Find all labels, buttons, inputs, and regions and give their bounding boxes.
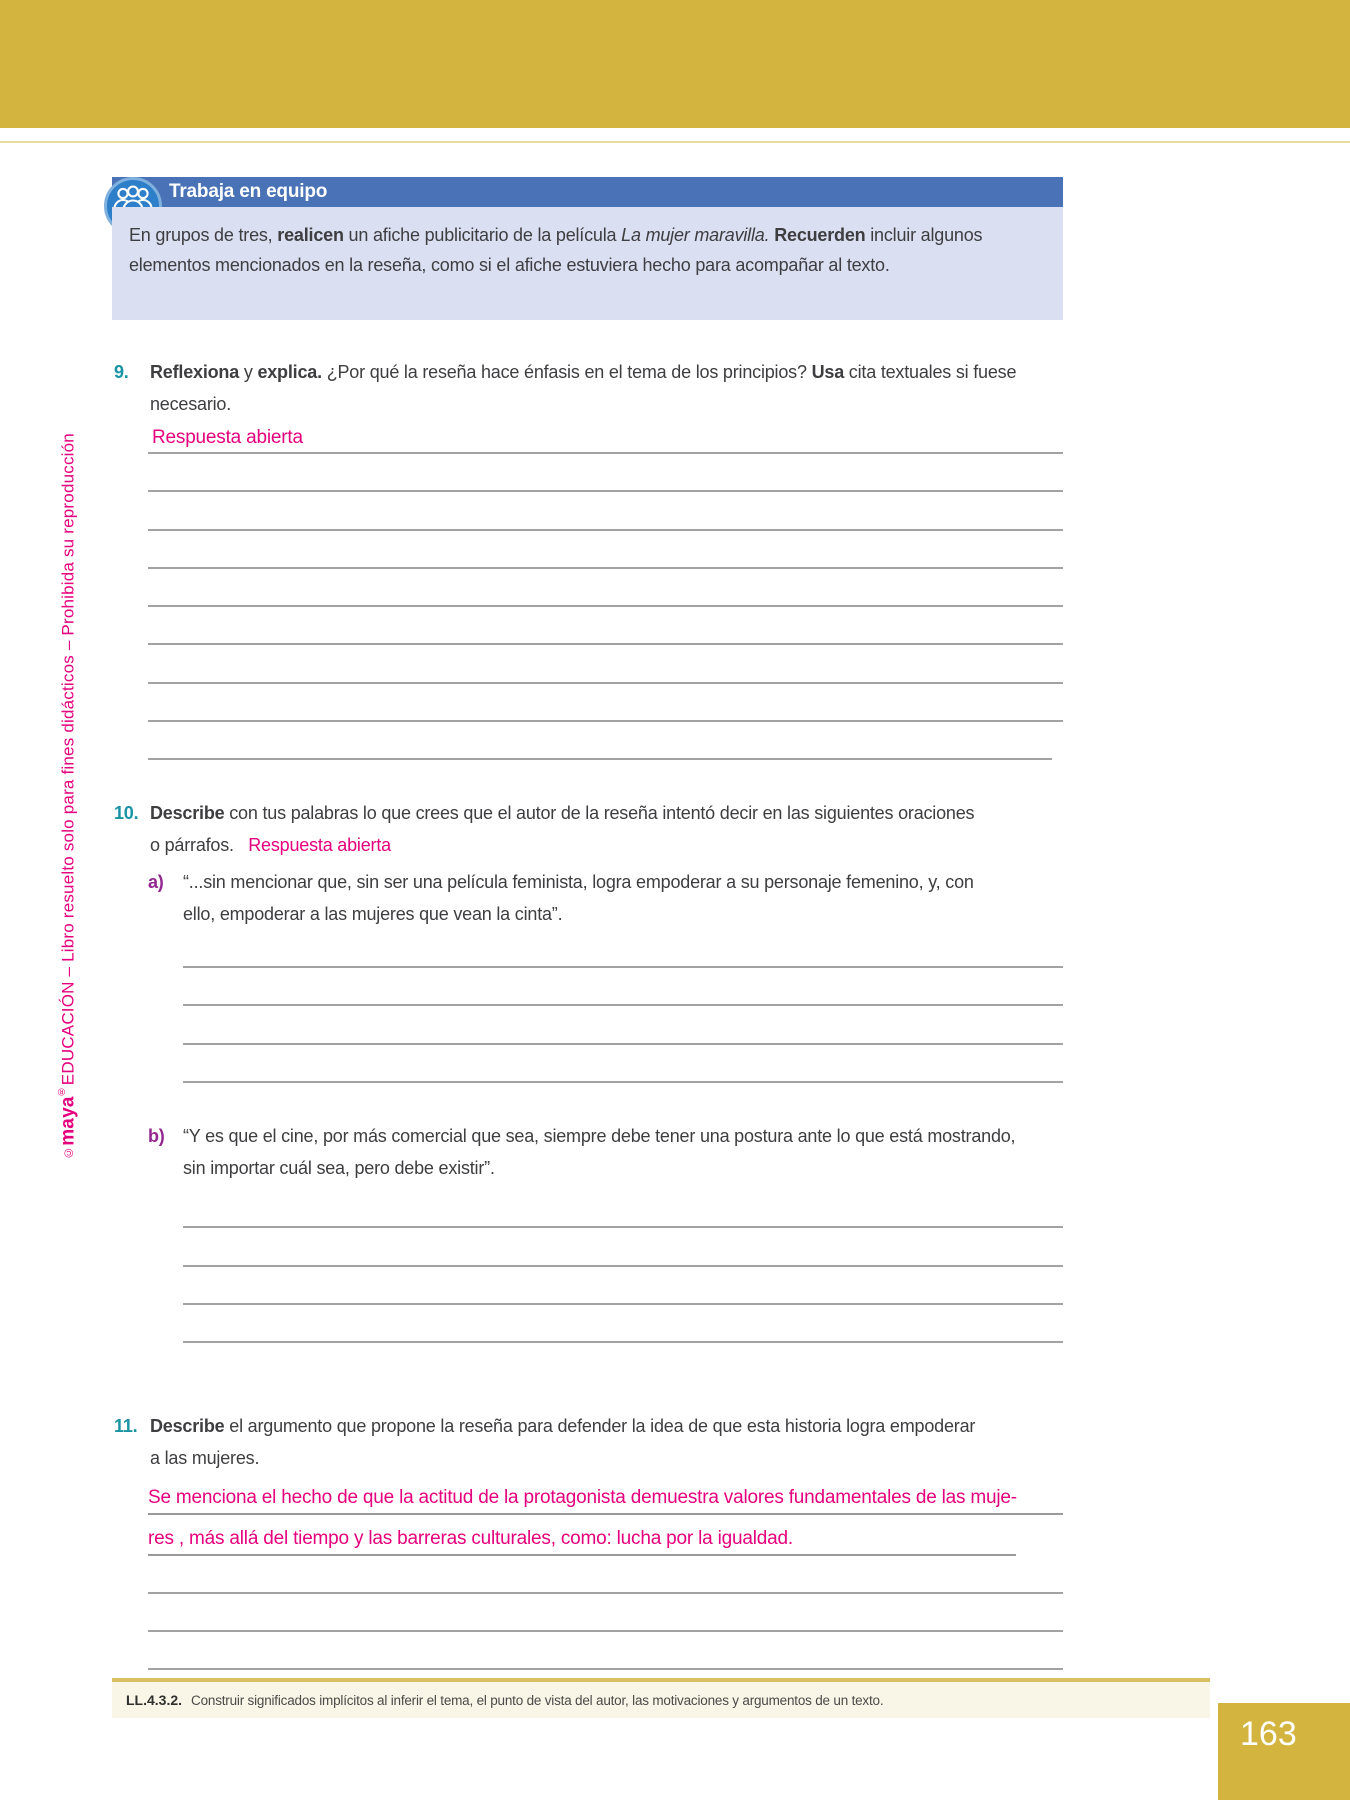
text-segment: Describe: [150, 803, 225, 823]
top-gold-band: [0, 0, 1350, 128]
answer-line: [148, 416, 1063, 454]
item-label: a): [148, 872, 164, 892]
answer-line: [183, 1267, 1063, 1305]
open-answer-label: Respuesta abierta: [152, 427, 303, 448]
answer-line: [183, 1045, 1063, 1084]
text-segment: ¿Por qué la reseña hace énfasis en el tema de los principios?: [321, 362, 812, 382]
answer-line: [148, 645, 1063, 683]
answer-line: [183, 968, 1063, 1007]
question-number: 11.: [114, 1416, 138, 1436]
text-segment: Respuesta abierta: [248, 835, 391, 855]
text-segment: elementos mencionados en la reseña, como si el afiche estuviera hecho para acompañar al texto.: [129, 255, 890, 275]
text-segment: Usa: [811, 362, 844, 382]
text-segment: y: [239, 362, 258, 382]
question-number: 9.: [114, 362, 129, 382]
skill-description: Construir significados implícitos al inferir el tema, el punto de vista del autor, las motivaciones y argumentos de un texto.: [191, 1692, 884, 1708]
item-text: [183, 1120, 1063, 1184]
answer-line: [148, 607, 1063, 645]
answer-line: [148, 492, 1063, 530]
item-label: b): [148, 1126, 165, 1146]
text-segment: incluir algunos: [865, 225, 983, 245]
answer-line: [148, 722, 1052, 760]
question-9: [112, 356, 1063, 420]
copyright-symbol: ©: [61, 1145, 76, 1160]
question-text: [150, 356, 1063, 420]
text-segment: realicen: [277, 225, 344, 245]
copyright-text: EDUCACIÓN – Libro resuelto solo para fines didácticos – Prohibida su reproducción: [58, 433, 78, 1086]
text-segment: “Y es que el cine, por más comercial que sea, siempre debe tener una postura ante lo que está mostrando,: [183, 1126, 1016, 1146]
answer-line: [148, 1594, 1063, 1632]
text-segment: un afiche publicitario de la película: [343, 225, 622, 245]
answer-line: [183, 1305, 1063, 1343]
brand-name: maya: [57, 1096, 79, 1146]
text-segment: a las mujeres.: [150, 1448, 260, 1468]
text-segment: o párrafos.: [150, 835, 249, 855]
question-text: [150, 1410, 1063, 1474]
answer-line: [183, 1190, 1063, 1228]
answer-line: [148, 1556, 1063, 1594]
answer-lines-q11: [148, 1556, 1063, 1670]
teamwork-instructions: [112, 207, 1063, 320]
top-hairline: [0, 141, 1350, 143]
registered-symbol: ®: [56, 1085, 67, 1097]
text-segment: explica.: [257, 362, 322, 382]
answer-line: [148, 454, 1063, 492]
copyright-sidebar: [56, 420, 90, 1160]
answer-lines-q9: [148, 416, 1063, 760]
teamwork-banner: [112, 177, 1063, 207]
text-segment: “...sin mencionar que, sin ser una película feminista, logra empoderar a su personaje femenino, y, con: [183, 872, 974, 892]
text-segment: Describe: [150, 1416, 225, 1436]
answer-line: [183, 1228, 1063, 1266]
skill-code: LL.4.3.2.: [126, 1692, 183, 1708]
answer-line: [183, 1006, 1063, 1045]
answer-lines-item-b: [183, 1190, 1063, 1343]
page-number-box: [1218, 1703, 1350, 1800]
answer-line: [148, 1632, 1063, 1670]
item-a: [148, 866, 1063, 930]
question-number: 10.: [114, 803, 139, 823]
text-segment: con tus palabras lo que crees que el autor de la reseña intentó decir en las siguientes oraciones: [224, 803, 975, 823]
text-segment: Recuerden: [774, 225, 866, 245]
item-text: [183, 866, 1063, 930]
text-segment: En grupos de tres,: [129, 225, 278, 245]
text-segment: La mujer maravilla.: [621, 225, 770, 245]
written-answer-line: res , más allá del tiempo y las barreras culturales, como: lucha por la igualdad.: [148, 1515, 1016, 1556]
teamwork-banner-title: Trabaja en equipo: [169, 181, 328, 202]
answer-line: [148, 684, 1063, 722]
page-number: 163: [1240, 1715, 1297, 1753]
answer-lines-item-a: [183, 929, 1063, 1083]
text-segment: cita textuales si fuese: [844, 362, 1017, 382]
answer-line: [148, 531, 1063, 569]
skill-footer-bar: [112, 1678, 1210, 1718]
question-11: [112, 1410, 1063, 1474]
text-segment: el argumento que propone la reseña para defender la idea de que esta historia logra empoderar: [224, 1416, 976, 1436]
item-b: [148, 1120, 1063, 1184]
answer-line: [148, 569, 1063, 607]
question-text: [150, 797, 1063, 861]
question-10: [112, 797, 1063, 861]
text-segment: Reflexiona: [150, 362, 240, 382]
text-segment: sin importar cuál sea, pero debe existir”.: [183, 1158, 495, 1178]
text-segment: necesario.: [150, 394, 232, 414]
text-segment: ello, empoderar a las mujeres que vean la cinta”.: [183, 904, 563, 924]
written-answer-line: Se menciona el hecho de que la actitud de la protagonista demuestra valores fundamentales de las muje-: [148, 1474, 1063, 1515]
answer-line: [183, 929, 1063, 968]
